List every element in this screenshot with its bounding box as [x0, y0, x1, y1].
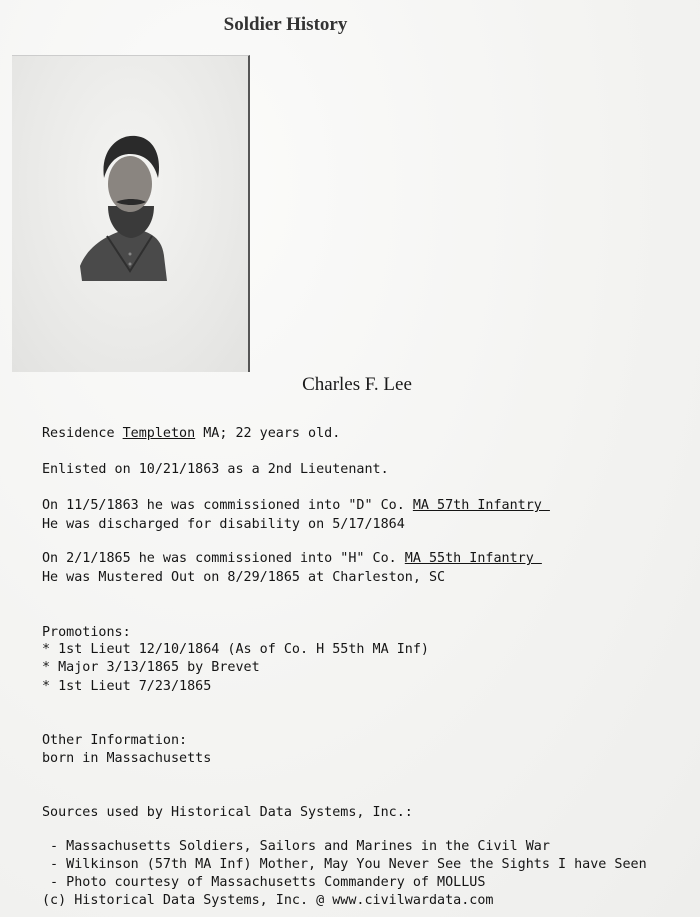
- source-item: - Massachusetts Soldiers, Sailors and Marines in the Civil War: [42, 839, 550, 854]
- residence-suffix: MA; 22 years old.: [195, 426, 341, 441]
- commission-text: On 11/5/1863 he was commissioned into "D" Co.: [42, 498, 413, 513]
- service-detail-1: He was discharged for disability on 5/17/1864: [42, 517, 405, 532]
- portrait-figure: [12, 56, 248, 372]
- residence-line: [42, 424, 340, 443]
- enlisted-line: Enlisted on 10/21/1863 as a 2nd Lieutenant.: [42, 462, 389, 477]
- promotion-item: * 1st Lieut 7/23/1865: [42, 679, 212, 694]
- promotion-item: * Major 3/13/1865 by Brevet: [42, 660, 260, 675]
- copyright-line: (c) Historical Data Systems, Inc. @ www.civilwardata.com: [42, 893, 494, 908]
- service-entry-2: [42, 549, 542, 568]
- promotions-heading: Promotions:: [42, 625, 131, 640]
- source-item: - Photo courtesy of Massachusetts Commandery of MOLLUS: [42, 875, 486, 890]
- soldier-name: Charles F. Lee: [302, 374, 412, 395]
- unit-name: MA 55th Infantry: [404, 551, 542, 566]
- commission-text: On 2/1/1865 he was commissioned into "H" Co.: [42, 551, 405, 566]
- soldier-portrait-photo: [12, 55, 250, 372]
- promotion-item: * 1st Lieut 12/10/1864 (As of Co. H 55th MA Inf): [42, 642, 429, 657]
- other-info-text: born in Massachusetts: [42, 751, 212, 766]
- residence-town: Templeton: [122, 426, 196, 441]
- source-item: - Wilkinson (57th MA Inf) Mother, May You Never See the Sights I have Seen: [42, 857, 647, 872]
- service-entry-1: [42, 496, 550, 515]
- residence-prefix: Residence: [42, 426, 123, 441]
- other-info-heading: Other Information:: [42, 733, 188, 748]
- service-detail-2: He was Mustered Out on 8/29/1865 at Charleston, SC: [42, 570, 446, 585]
- page-title: Soldier History: [223, 14, 348, 35]
- sources-heading: Sources used by Historical Data Systems, Inc.:: [42, 805, 413, 820]
- unit-name: MA 57th Infantry: [412, 498, 550, 513]
